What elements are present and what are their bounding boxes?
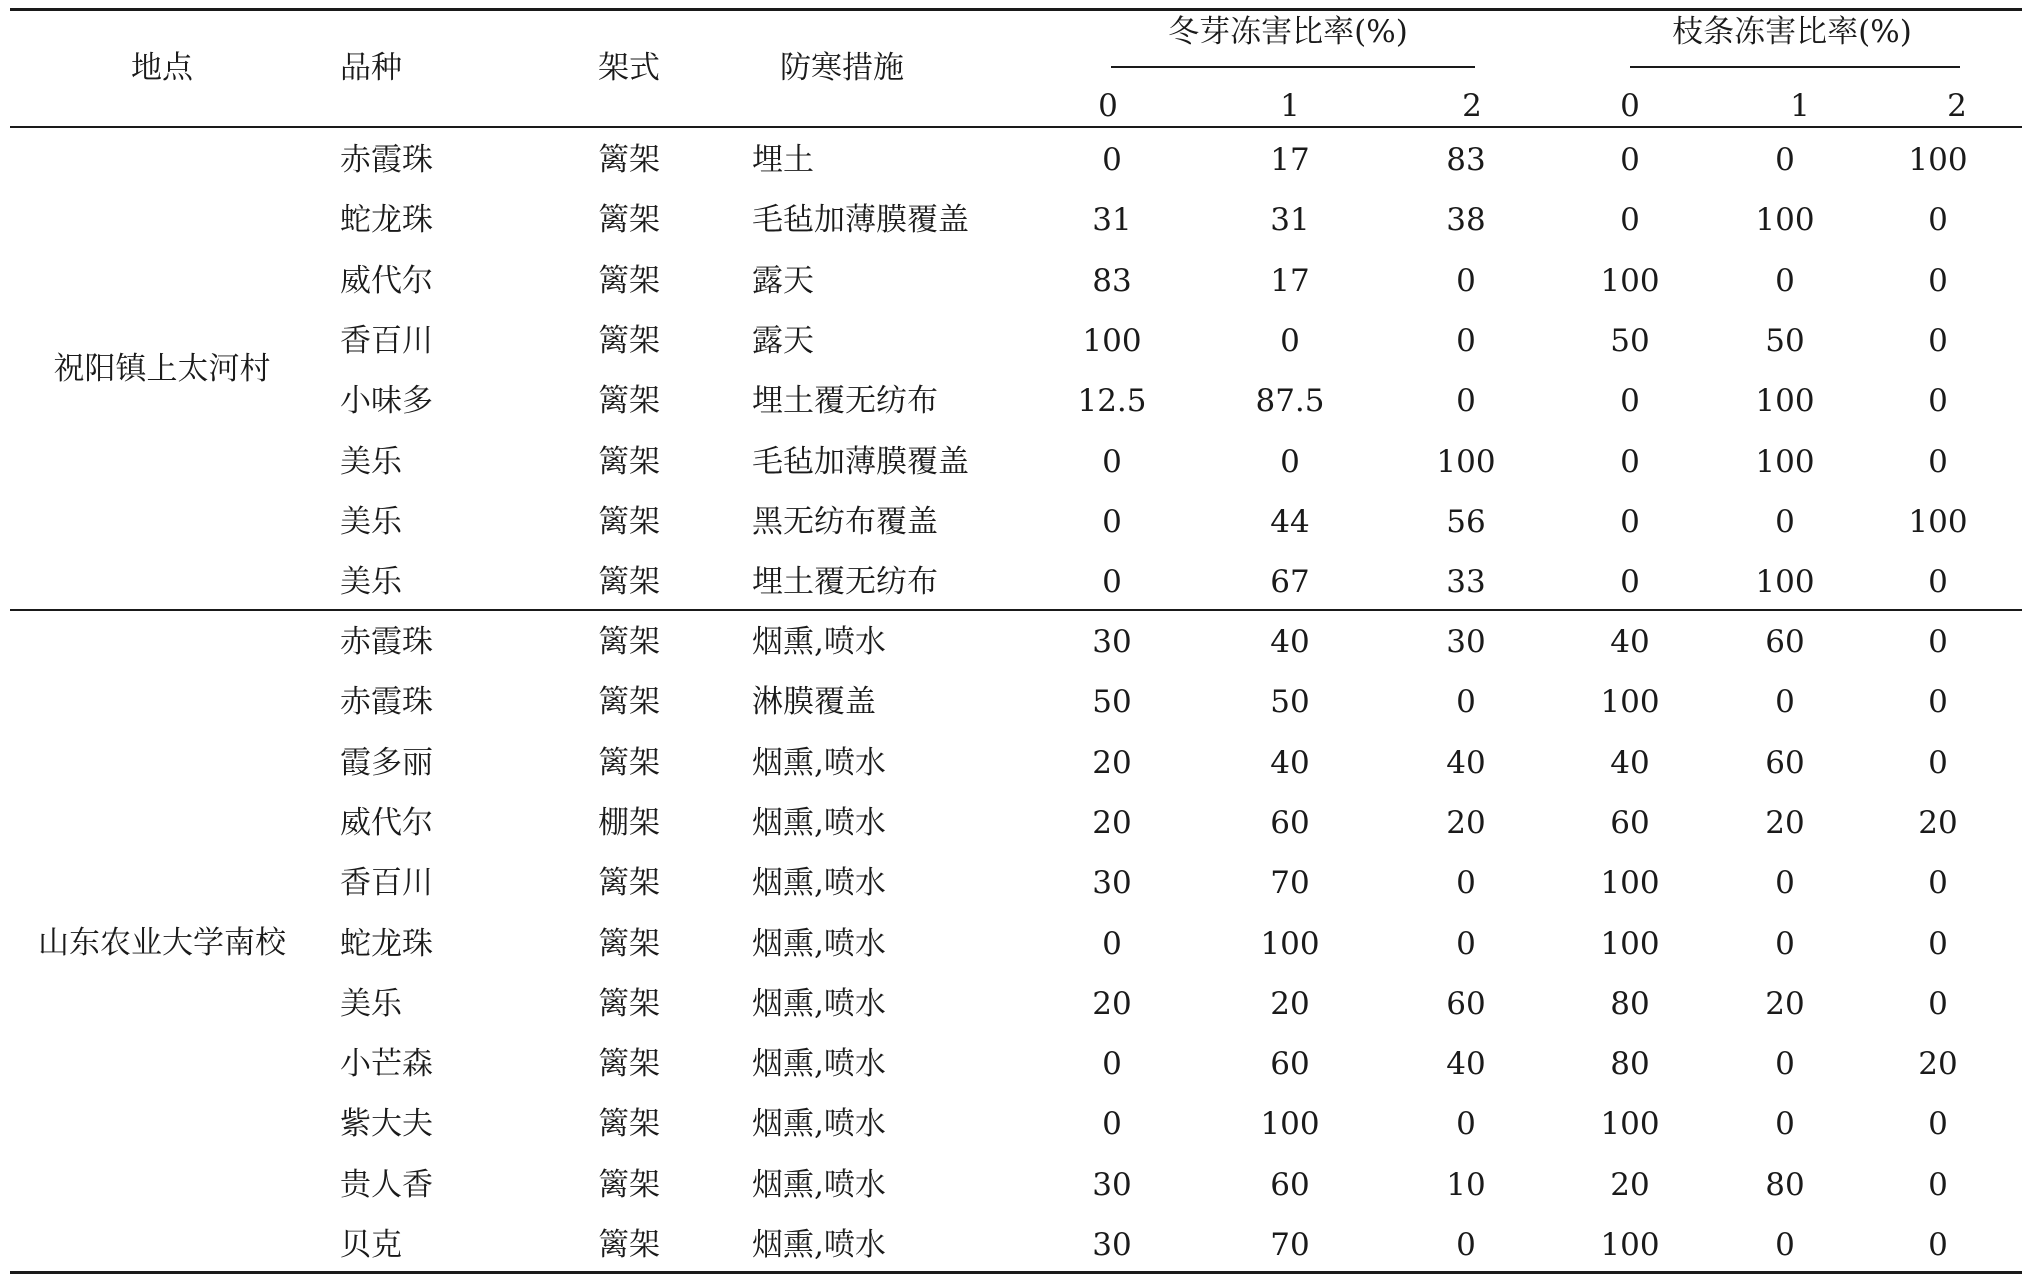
header-shoot-level-2: 2: [1947, 88, 1967, 124]
trellis-cell: 篱架: [598, 142, 660, 178]
bud-1-cell: 0: [1280, 323, 1300, 359]
header-bud-level-1: 1: [1280, 88, 1300, 124]
shoot-2-cell: 0: [1928, 263, 1948, 299]
shoot-0-cell: 0: [1620, 142, 1640, 178]
bud-0-cell: 0: [1102, 1046, 1122, 1082]
bud-2-cell: 0: [1456, 865, 1476, 901]
measure-cell: 烟熏,喷水: [752, 745, 886, 781]
shoot-2-cell: 100: [1908, 504, 1968, 540]
shoot-1-cell: 20: [1765, 805, 1805, 841]
bud-0-cell: 0: [1102, 564, 1122, 600]
bud-2-cell: 0: [1456, 1227, 1476, 1263]
measure-cell: 埋土覆无纺布: [752, 383, 938, 419]
trellis-cell: 篱架: [598, 564, 660, 600]
variety-cell: 贝克: [340, 1227, 402, 1263]
shoot-1-cell: 0: [1775, 865, 1795, 901]
shoot-1-cell: 80: [1765, 1167, 1805, 1203]
measure-cell: 烟熏,喷水: [752, 865, 886, 901]
top-rule: [10, 8, 2022, 11]
shoot-0-cell: 80: [1610, 986, 1650, 1022]
shoot-0-cell: 100: [1600, 684, 1660, 720]
bud-0-cell: 30: [1092, 624, 1132, 660]
bud-0-cell: 0: [1102, 142, 1122, 178]
bud-0-cell: 100: [1082, 323, 1142, 359]
trellis-cell: 篱架: [598, 1106, 660, 1142]
bud-2-cell: 56: [1446, 504, 1486, 540]
bud-0-cell: 12.5: [1077, 383, 1147, 419]
variety-cell: 香百川: [340, 865, 433, 901]
shoot-2-cell: 0: [1928, 444, 1948, 480]
shoot-2-cell: 0: [1928, 323, 1948, 359]
variety-cell: 小芒森: [340, 1046, 433, 1082]
bud-2-cell: 38: [1446, 202, 1486, 238]
measure-cell: 毛毡加薄膜覆盖: [752, 202, 969, 238]
shoot-0-cell: 100: [1600, 926, 1660, 962]
shoot-0-cell: 60: [1610, 805, 1650, 841]
header-location: 地点: [131, 50, 193, 86]
variety-cell: 香百川: [340, 323, 433, 359]
shoot-0-cell: 100: [1600, 865, 1660, 901]
bud-0-cell: 20: [1092, 745, 1132, 781]
variety-cell: 赤霞珠: [340, 684, 433, 720]
measure-cell: 烟熏,喷水: [752, 624, 886, 660]
bud-2-cell: 30: [1446, 624, 1486, 660]
bud-1-cell: 60: [1270, 805, 1310, 841]
group-separator-rule: [10, 609, 2022, 611]
trellis-cell: 篱架: [598, 444, 660, 480]
header-shoot-level-1: 1: [1790, 88, 1810, 124]
bud-2-cell: 0: [1456, 263, 1476, 299]
shoot-1-cell: 100: [1755, 202, 1815, 238]
shoot-0-cell: 0: [1620, 383, 1640, 419]
variety-cell: 威代尔: [340, 263, 433, 299]
trellis-cell: 篱架: [598, 684, 660, 720]
shoot-2-cell: 0: [1928, 1167, 1948, 1203]
shoot-2-cell: 0: [1928, 383, 1948, 419]
bud-0-cell: 83: [1092, 263, 1132, 299]
measure-cell: 烟熏,喷水: [752, 1046, 886, 1082]
measure-cell: 埋土: [752, 142, 814, 178]
location-group-1: 祝阳镇上太河村: [53, 351, 271, 387]
shoot-2-cell: 0: [1928, 745, 1948, 781]
shoot-0-cell: 40: [1610, 745, 1650, 781]
trellis-cell: 篱架: [598, 1167, 660, 1203]
shoot-2-cell: 20: [1918, 805, 1958, 841]
trellis-cell: 篱架: [598, 745, 660, 781]
shoot-1-cell: 0: [1775, 504, 1795, 540]
bud-2-cell: 20: [1446, 805, 1486, 841]
bud-2-cell: 100: [1436, 444, 1496, 480]
shoot-1-cell: 0: [1775, 684, 1795, 720]
bud-1-cell: 0: [1280, 444, 1300, 480]
trellis-cell: 篱架: [598, 202, 660, 238]
header-variety: 品种: [340, 50, 402, 86]
trellis-cell: 篱架: [598, 865, 660, 901]
measure-cell: 黑无纺布覆盖: [752, 504, 938, 540]
variety-cell: 赤霞珠: [340, 142, 433, 178]
bud-0-cell: 30: [1092, 865, 1132, 901]
shoot-1-cell: 60: [1765, 745, 1805, 781]
header-bud-level-0: 0: [1098, 88, 1118, 124]
variety-cell: 赤霞珠: [340, 624, 433, 660]
shoot-0-cell: 80: [1610, 1046, 1650, 1082]
variety-cell: 美乐: [340, 564, 402, 600]
shoot-2-cell: 0: [1928, 1106, 1948, 1142]
bud-1-cell: 87.5: [1255, 383, 1325, 419]
bud-1-cell: 70: [1270, 1227, 1310, 1263]
shoot-2-cell: 0: [1928, 1227, 1948, 1263]
bud-2-cell: 40: [1446, 1046, 1486, 1082]
shoot-1-cell: 0: [1775, 1106, 1795, 1142]
bud-1-cell: 60: [1270, 1167, 1310, 1203]
bud-1-cell: 100: [1260, 926, 1320, 962]
bottom-rule: [10, 1271, 2022, 1274]
bud-1-cell: 100: [1260, 1106, 1320, 1142]
variety-cell: 贵人香: [340, 1167, 433, 1203]
bud-1-cell: 17: [1270, 263, 1310, 299]
trellis-cell: 篱架: [598, 624, 660, 660]
bud-1-cell: 50: [1270, 684, 1310, 720]
shoot-2-cell: 20: [1918, 1046, 1958, 1082]
bud-2-cell: 0: [1456, 323, 1476, 359]
shoot-0-cell: 100: [1600, 1227, 1660, 1263]
bud-2-cell: 0: [1456, 1106, 1476, 1142]
bud-2-cell: 0: [1456, 926, 1476, 962]
shoot-group-underline: [1630, 66, 1960, 68]
trellis-cell: 篱架: [598, 323, 660, 359]
bud-1-cell: 67: [1270, 564, 1310, 600]
bud-1-cell: 40: [1270, 624, 1310, 660]
bud-1-cell: 44: [1270, 504, 1310, 540]
shoot-0-cell: 100: [1600, 1106, 1660, 1142]
variety-cell: 美乐: [340, 444, 402, 480]
bud-2-cell: 0: [1456, 684, 1476, 720]
shoot-1-cell: 0: [1775, 1046, 1795, 1082]
bud-0-cell: 0: [1102, 926, 1122, 962]
shoot-1-cell: 0: [1775, 263, 1795, 299]
bud-2-cell: 33: [1446, 564, 1486, 600]
bud-0-cell: 31: [1092, 202, 1132, 238]
bud-0-cell: 20: [1092, 986, 1132, 1022]
bud-0-cell: 50: [1092, 684, 1132, 720]
variety-cell: 美乐: [340, 986, 402, 1022]
bud-1-cell: 31: [1270, 202, 1310, 238]
bud-1-cell: 40: [1270, 745, 1310, 781]
header-bud-group: 冬芽冻害比率(%): [1168, 14, 1408, 50]
measure-cell: 毛毡加薄膜覆盖: [752, 444, 969, 480]
shoot-2-cell: 0: [1928, 624, 1948, 660]
measure-cell: 烟熏,喷水: [752, 805, 886, 841]
measure-cell: 烟熏,喷水: [752, 926, 886, 962]
variety-cell: 威代尔: [340, 805, 433, 841]
shoot-2-cell: 0: [1928, 926, 1948, 962]
shoot-1-cell: 100: [1755, 564, 1815, 600]
measure-cell: 烟熏,喷水: [752, 986, 886, 1022]
shoot-0-cell: 0: [1620, 444, 1640, 480]
trellis-cell: 篱架: [598, 926, 660, 962]
bud-1-cell: 20: [1270, 986, 1310, 1022]
shoot-1-cell: 100: [1755, 383, 1815, 419]
bud-0-cell: 0: [1102, 1106, 1122, 1142]
shoot-0-cell: 0: [1620, 202, 1640, 238]
header-measure: 防寒措施: [780, 50, 904, 86]
shoot-2-cell: 0: [1928, 865, 1948, 901]
variety-cell: 蛇龙珠: [340, 926, 433, 962]
measure-cell: 淋膜覆盖: [752, 684, 876, 720]
bud-1-cell: 17: [1270, 142, 1310, 178]
trellis-cell: 篱架: [598, 383, 660, 419]
trellis-cell: 棚架: [598, 805, 660, 841]
shoot-0-cell: 50: [1610, 323, 1650, 359]
shoot-2-cell: 0: [1928, 684, 1948, 720]
shoot-1-cell: 60: [1765, 624, 1805, 660]
location-group-2: 山东农业大学南校: [38, 925, 286, 961]
bud-2-cell: 40: [1446, 745, 1486, 781]
bud-1-cell: 70: [1270, 865, 1310, 901]
variety-cell: 小味多: [340, 383, 433, 419]
bud-2-cell: 83: [1446, 142, 1486, 178]
shoot-0-cell: 0: [1620, 564, 1640, 600]
trellis-cell: 篱架: [598, 986, 660, 1022]
bud-1-cell: 60: [1270, 1046, 1310, 1082]
trellis-cell: 篱架: [598, 263, 660, 299]
bud-0-cell: 30: [1092, 1227, 1132, 1263]
shoot-1-cell: 100: [1755, 444, 1815, 480]
shoot-2-cell: 0: [1928, 564, 1948, 600]
bud-0-cell: 20: [1092, 805, 1132, 841]
measure-cell: 烟熏,喷水: [752, 1227, 886, 1263]
shoot-2-cell: 100: [1908, 142, 1968, 178]
variety-cell: 蛇龙珠: [340, 202, 433, 238]
shoot-2-cell: 0: [1928, 202, 1948, 238]
shoot-0-cell: 20: [1610, 1167, 1650, 1203]
measure-cell: 烟熏,喷水: [752, 1106, 886, 1142]
bud-group-underline: [1111, 66, 1475, 68]
shoot-0-cell: 0: [1620, 504, 1640, 540]
shoot-0-cell: 100: [1600, 263, 1660, 299]
trellis-cell: 篱架: [598, 1046, 660, 1082]
bud-0-cell: 0: [1102, 444, 1122, 480]
bud-0-cell: 0: [1102, 504, 1122, 540]
measure-cell: 烟熏,喷水: [752, 1167, 886, 1203]
header-bottom-rule: [10, 126, 2022, 128]
variety-cell: 霞多丽: [340, 745, 433, 781]
variety-cell: 美乐: [340, 504, 402, 540]
header-shoot-group: 枝条冻害比率(%): [1672, 14, 1912, 50]
header-trellis: 架式: [598, 50, 660, 86]
shoot-1-cell: 0: [1775, 926, 1795, 962]
shoot-1-cell: 20: [1765, 986, 1805, 1022]
header-bud-level-2: 2: [1462, 88, 1482, 124]
measure-cell: 露天: [752, 263, 814, 299]
bud-2-cell: 0: [1456, 383, 1476, 419]
shoot-1-cell: 0: [1775, 142, 1795, 178]
shoot-1-cell: 50: [1765, 323, 1805, 359]
bud-2-cell: 10: [1446, 1167, 1486, 1203]
shoot-0-cell: 40: [1610, 624, 1650, 660]
bud-2-cell: 60: [1446, 986, 1486, 1022]
header-shoot-level-0: 0: [1620, 88, 1640, 124]
measure-cell: 露天: [752, 323, 814, 359]
shoot-2-cell: 0: [1928, 986, 1948, 1022]
bud-0-cell: 30: [1092, 1167, 1132, 1203]
variety-cell: 紫大夫: [340, 1106, 433, 1142]
trellis-cell: 篱架: [598, 504, 660, 540]
shoot-1-cell: 0: [1775, 1227, 1795, 1263]
trellis-cell: 篱架: [598, 1227, 660, 1263]
measure-cell: 埋土覆无纺布: [752, 564, 938, 600]
